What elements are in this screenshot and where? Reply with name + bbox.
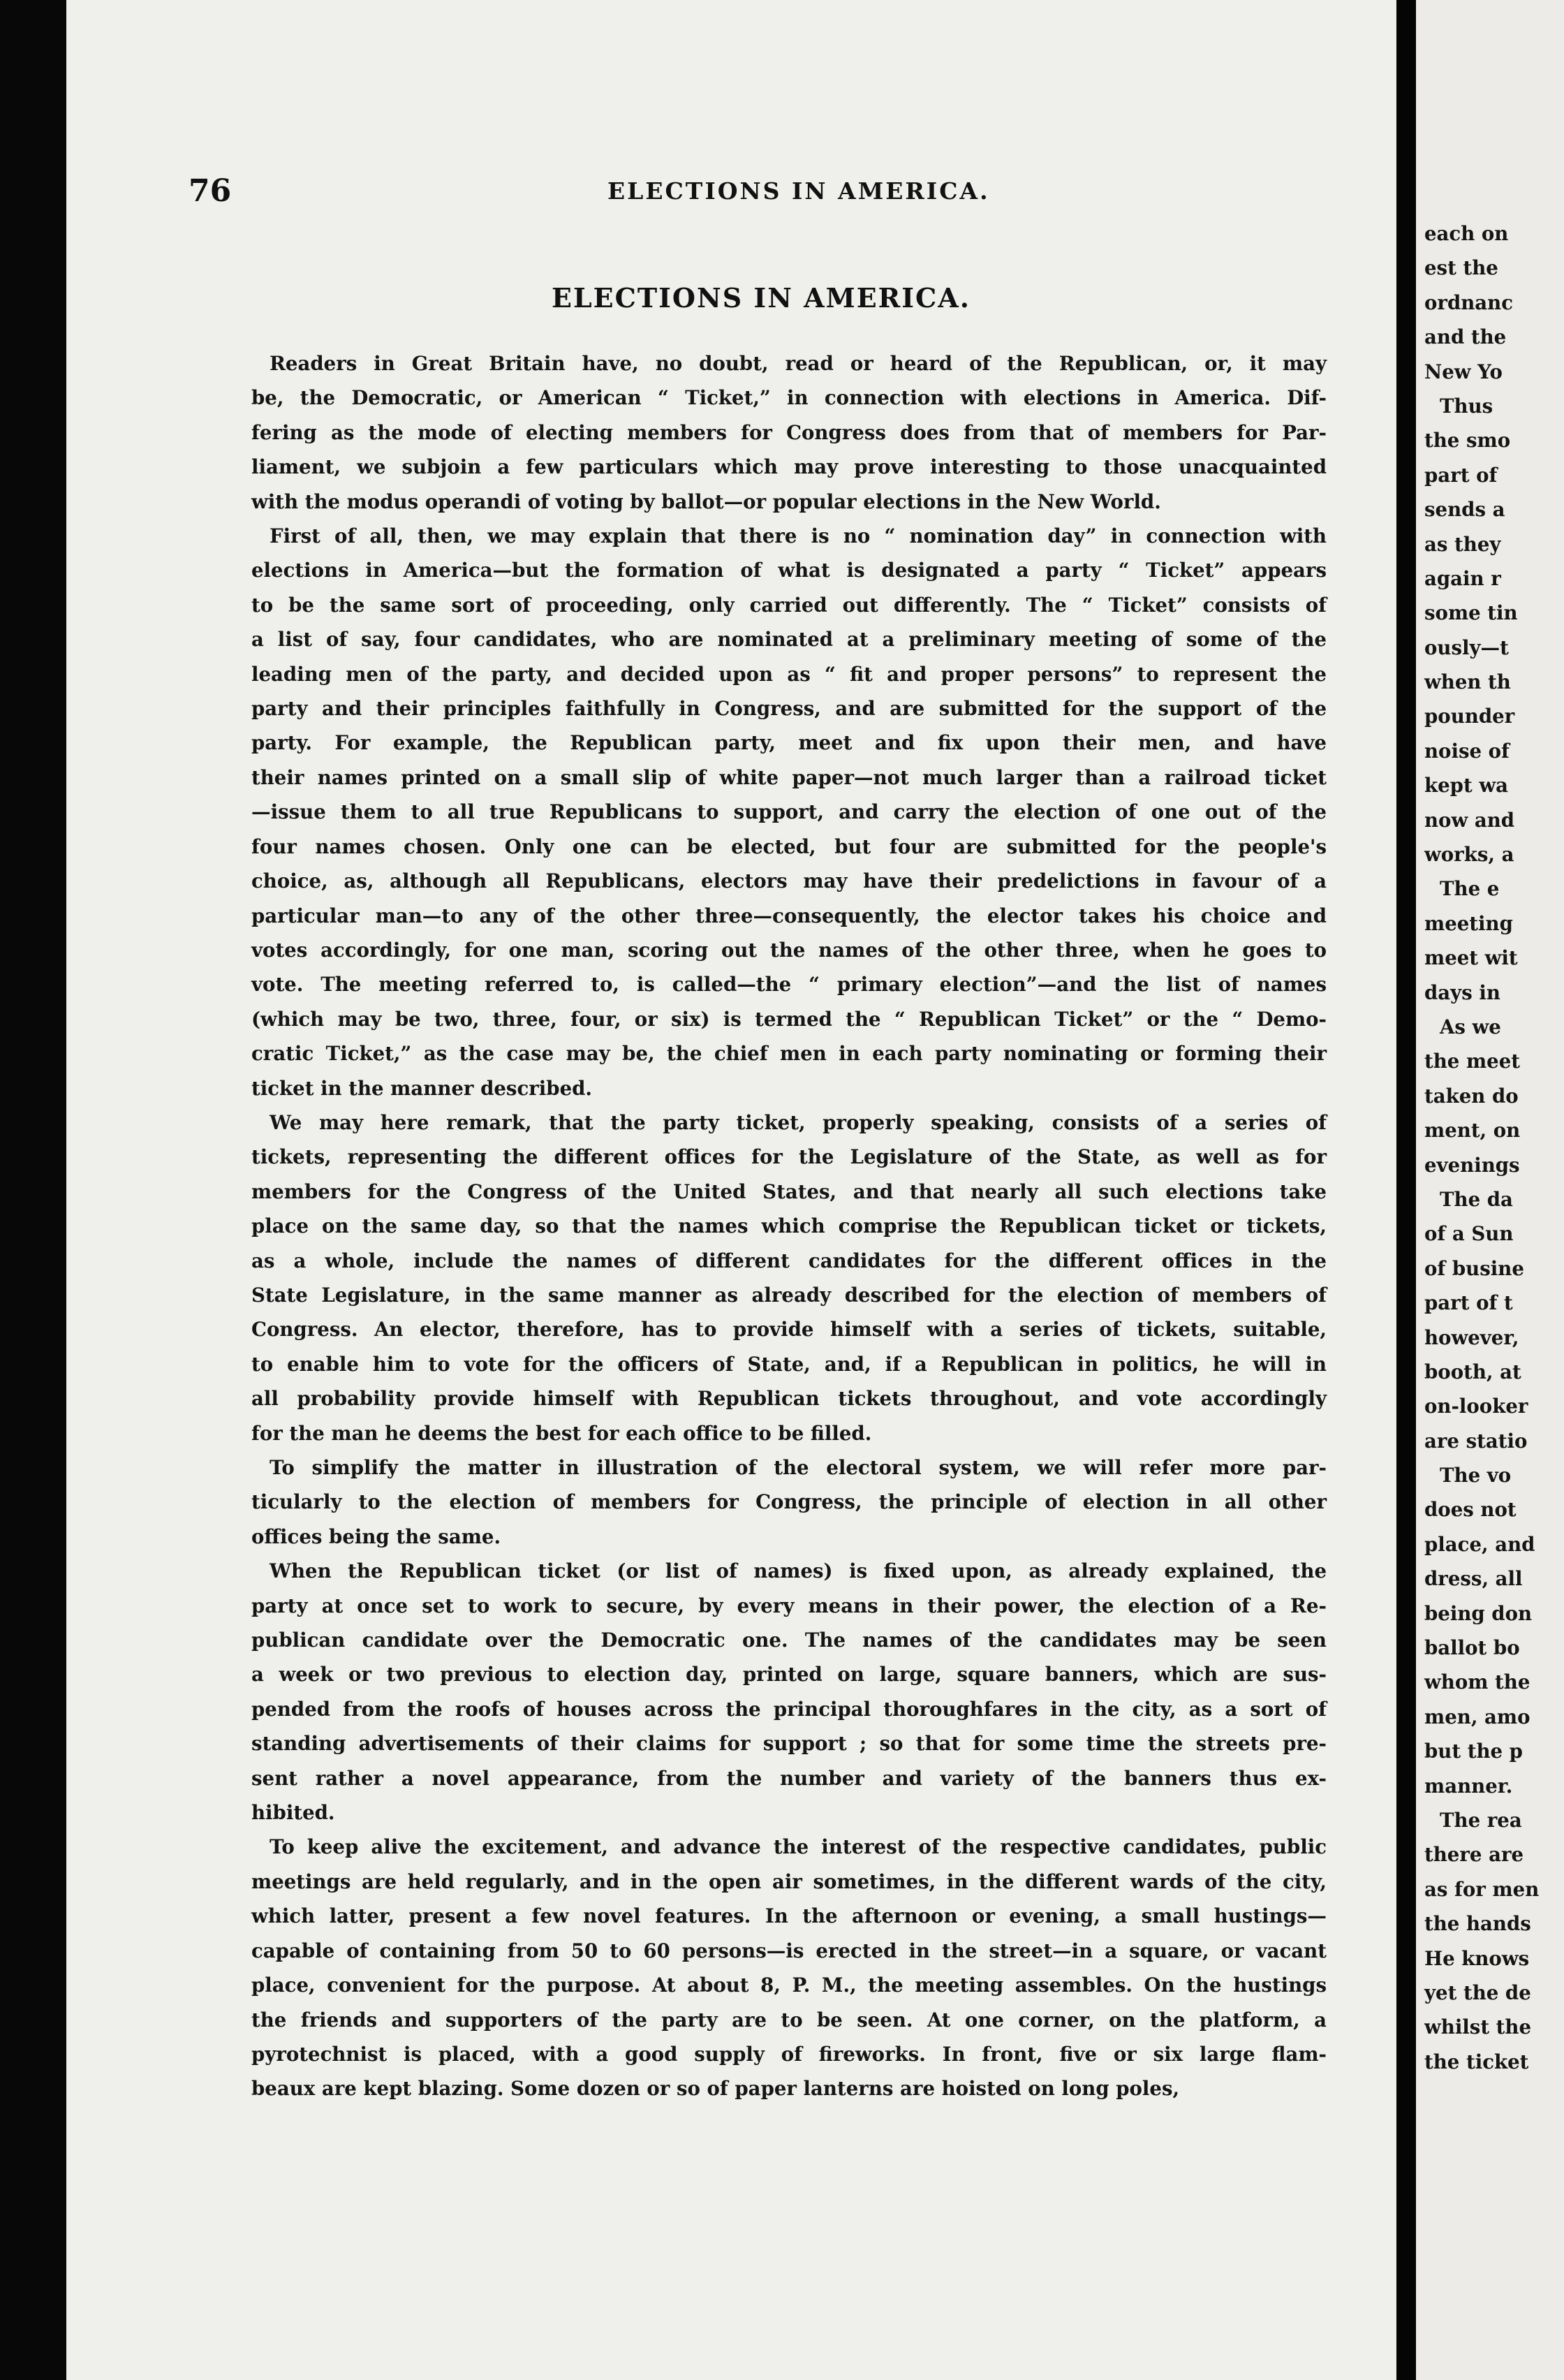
text-line: as a whole, include the names of different candidates for the different offices in the <box>251 1249 1327 1272</box>
facing-page-line: are statio <box>1424 1429 1528 1453</box>
facing-page-line: as they <box>1424 532 1501 556</box>
facing-page-line: part of <box>1424 463 1498 487</box>
text-line: with the modus operandi of voting by ballot—or popular elections in the New World. <box>251 490 1161 513</box>
facing-page-line: yet the de <box>1424 1981 1531 2004</box>
facing-page-line: each on <box>1424 222 1509 245</box>
text-line: First of all, then, we may explain that there is no “ nomination day” in connection with <box>270 524 1327 548</box>
facing-page-line: taken do <box>1424 1084 1519 1108</box>
facing-page-line: meet wit <box>1424 946 1518 970</box>
text-line: pended from the roofs of houses across the principal thoroughfares in the city, as a sort of <box>251 1697 1327 1721</box>
paragraph <box>251 1554 1327 1830</box>
text-line: beaux are kept blazing. Some dozen or so of paper lanterns are hoisted on long poles, <box>251 2077 1180 2101</box>
text-line: standing advertisements of their claims for support ; so that for some time the streets pre- <box>251 1732 1327 1756</box>
text-line: capable of containing from 50 to 60 persons—is erected in the street—in a square, or vacant <box>251 1939 1327 1962</box>
facing-page-text <box>1424 216 1564 2079</box>
text-line: publican candidate over the Democratic one. The names of the candidates may be seen <box>251 1629 1327 1652</box>
text-line: To keep alive the excitement, and advance the interest of the respective candidates, public <box>270 1835 1327 1859</box>
text-line: party and their principles faithfully in Congress, and are submitted for the support of the <box>251 697 1327 721</box>
paragraph <box>251 1105 1327 1450</box>
text-line: offices being the same. <box>251 1525 501 1548</box>
facing-page-line: the ticket <box>1424 2050 1529 2073</box>
facing-page-line: The vo <box>1440 1464 1512 1488</box>
scan-left-border <box>0 0 66 2380</box>
facing-page-line: men, amo <box>1424 1705 1530 1728</box>
facing-page-line: the smo <box>1424 429 1511 453</box>
facing-page-line: dress, all <box>1424 1567 1523 1591</box>
facing-page-line: Thus <box>1440 394 1493 418</box>
facing-page-line: and the <box>1424 325 1507 349</box>
text-line: four names chosen. Only one can be elected, but four are submitted for the people's <box>251 835 1327 858</box>
text-line: State Legislature, in the same manner as already described for the election of members of <box>251 1283 1327 1307</box>
paragraph <box>251 519 1327 1105</box>
text-line: the friends and supporters of the party are to be seen. At one corner, on the platform, a <box>251 2008 1327 2032</box>
article-title: ELECTIONS IN AMERICA. <box>551 282 971 314</box>
text-line: to enable him to vote for the officers of State, and, if a Republican in politics, he will in <box>251 1352 1327 1376</box>
facing-page-line: of a Sun <box>1424 1222 1514 1246</box>
facing-page-line: The e <box>1440 877 1500 901</box>
book-gutter <box>1396 0 1416 2380</box>
text-line: vote. The meeting referred to, is called—the “ primary election”—and the list of names <box>251 973 1327 997</box>
text-line: a list of say, four candidates, who are nominated at a preliminary meeting of some of the <box>251 628 1327 652</box>
text-line: to be the same sort of proceeding, only carried out differently. The “ Ticket” consists of <box>251 593 1327 617</box>
facing-page-line: The da <box>1440 1187 1513 1211</box>
text-line: votes accordingly, for one man, scoring out the names of the other three, when he goes to <box>251 938 1327 962</box>
text-line: Congress. An elector, therefore, has to provide himself with a series of tickets, suitable, <box>251 1318 1327 1342</box>
facing-page-line: on-looker <box>1424 1395 1528 1418</box>
text-line: cratic Ticket,” as the case may be, the chief men in each party nominating or forming their <box>251 1042 1327 1066</box>
text-line: tickets, representing the different offices for the Legislature of the State, as well as for <box>251 1145 1327 1169</box>
facing-page-line: booth, at <box>1424 1360 1521 1383</box>
text-line: —issue them to all true Republicans to support, and carry the election of one out of the <box>251 800 1327 824</box>
facing-page-line: does not <box>1424 1498 1517 1522</box>
text-line: hibited. <box>251 1801 335 1825</box>
text-line: To simplify the matter in illustration of the electoral system, we will refer more par- <box>270 1456 1327 1479</box>
facing-page-line: now and <box>1424 808 1515 832</box>
facing-page-line: whom the <box>1424 1670 1530 1694</box>
text-line: particular man—to any of the other three—consequently, the elector takes his choice and <box>251 904 1327 927</box>
text-line: place on the same day, so that the names which comprise the Republican ticket or tickets, <box>251 1214 1327 1238</box>
facing-page-line: As we <box>1440 1015 1501 1038</box>
text-line: ticket in the manner described. <box>251 1076 593 1100</box>
text-line: We may here remark, that the party ticket, properly speaking, consists of a series of <box>270 1110 1327 1134</box>
facing-page-line: again r <box>1424 566 1501 590</box>
text-line: which latter, present a few novel features. In the afternoon or evening, a small hustings— <box>251 1904 1327 1928</box>
text-line: ticularly to the election of members for Congress, the principle of election in all other <box>251 1490 1327 1514</box>
facing-page-line: ordnanc <box>1424 291 1514 314</box>
facing-page-line: sends a <box>1424 498 1505 522</box>
facing-page-line: evenings <box>1424 1153 1520 1177</box>
text-line: party. For example, the Republican party, meet and fix upon their men, and have <box>251 731 1327 755</box>
facing-page-line: ously—t <box>1424 636 1509 659</box>
text-line: be, the Democratic, or American “ Ticket,” in connection with elections in America. Dif- <box>251 386 1327 410</box>
facing-page-line: works, a <box>1424 843 1514 867</box>
text-line: place, convenient for the purpose. At about 8, P. M., the meeting assembles. On the hustings <box>251 1974 1327 1997</box>
facing-page-line: part of t <box>1424 1291 1513 1315</box>
text-line: all probability provide himself with Republican tickets throughout, and vote accordingly <box>251 1387 1327 1411</box>
facing-page-line: noise of <box>1424 739 1510 763</box>
facing-page-line: pounder <box>1424 705 1515 728</box>
facing-page-line: of busine <box>1424 1256 1524 1280</box>
facing-page-line: New Yo <box>1424 360 1503 383</box>
text-line: a week or two previous to election day, printed on large, square banners, which are sus- <box>251 1663 1327 1687</box>
facing-page-line: ballot bo <box>1424 1636 1520 1660</box>
paragraph <box>251 346 1327 519</box>
facing-page-line: est the <box>1424 256 1498 280</box>
text-line: Readers in Great Britain have, no doubt, read or heard of the Republican, or, it may <box>270 352 1327 375</box>
text-line: party at once set to work to secure, by every means in their power, the election of a Re- <box>251 1594 1327 1617</box>
facing-page-line: He knows <box>1424 1946 1530 1970</box>
text-line: leading men of the party, and decided upon as “ fit and proper persons” to represent the <box>251 662 1327 686</box>
facing-page-line: as for men <box>1424 1877 1540 1901</box>
paragraph <box>251 1450 1327 1554</box>
facing-page-line: being don <box>1424 1601 1533 1625</box>
facing-page-line: days in <box>1424 980 1500 1004</box>
text-line: liament, we subjoin a few particulars which may prove interesting to those unacquainted <box>251 455 1327 479</box>
running-head <box>189 173 1334 215</box>
text-line: members for the Congress of the United States, and that nearly all such elections take <box>251 1180 1327 1203</box>
page-number: 76 <box>189 173 232 209</box>
text-line: for the man he deems the best for each office to be filled. <box>251 1421 872 1445</box>
facing-page-line: there are <box>1424 1843 1524 1867</box>
text-line: sent rather a novel appearance, from the number and variety of the banners thus ex- <box>251 1766 1327 1790</box>
facing-page-line: however, <box>1424 1325 1519 1349</box>
facing-page-line: whilst the <box>1424 2015 1532 2039</box>
facing-page-line: manner. <box>1424 1774 1513 1798</box>
facing-page-line: some tin <box>1424 601 1518 625</box>
running-title: ELECTIONS IN AMERICA. <box>607 177 990 205</box>
facing-page-line: when th <box>1424 670 1511 694</box>
text-line: pyrotechnist is placed, with a good supply of fireworks. In front, five or six large flam- <box>251 2042 1327 2066</box>
text-line: choice, as, although all Republicans, electors may have their predelictions in favour of a <box>251 869 1327 893</box>
facing-page-line: but the p <box>1424 1740 1523 1763</box>
text-line: elections in America—but the formation of what is designated a party “ Ticket” appears <box>251 559 1327 582</box>
facing-page-line: kept wa <box>1424 774 1508 798</box>
facing-page-line: The rea <box>1440 1808 1522 1832</box>
facing-page-line: ment, on <box>1424 1119 1521 1143</box>
text-line: When the Republican ticket (or list of names) is fixed upon, as already explained, the <box>270 1559 1327 1583</box>
text-line: fering as the mode of electing members for Congress does from that of members for Par- <box>251 420 1327 444</box>
paragraph <box>251 1830 1327 2106</box>
text-line: (which may be two, three, four, or six) is termed the “ Republican Ticket” or the “ Demo- <box>251 1007 1327 1031</box>
facing-page-line: the meet <box>1424 1050 1521 1073</box>
facing-page-line: place, and <box>1424 1532 1535 1556</box>
facing-page-line: meeting <box>1424 911 1513 935</box>
facing-page-line: the hands <box>1424 1912 1531 1936</box>
text-line: meetings are held regularly, and in the open air sometimes, in the different wards of the city, <box>251 1870 1327 1893</box>
text-line: their names printed on a small slip of white paper—not much larger than a railroad ticket <box>251 765 1327 789</box>
article-body <box>251 346 1327 2106</box>
